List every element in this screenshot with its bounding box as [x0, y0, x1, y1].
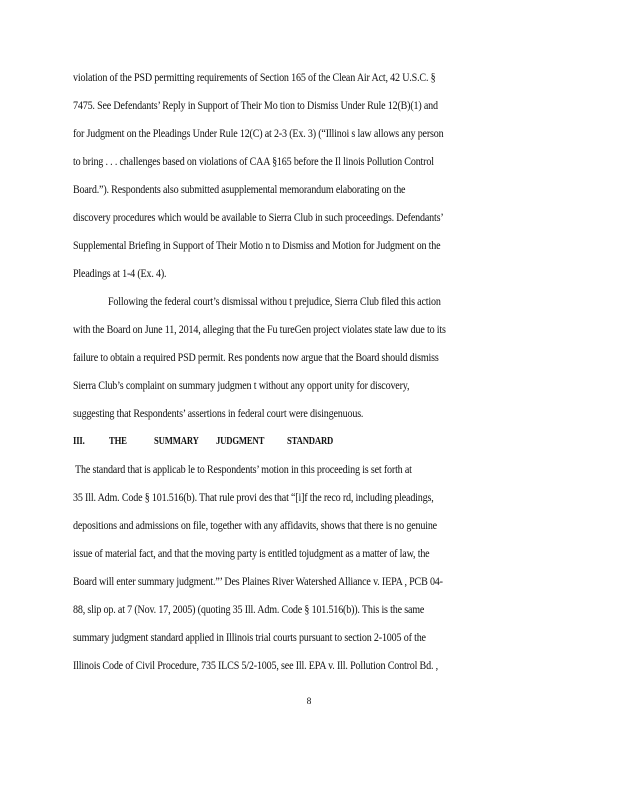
text-line: Board.”). Respondents also submitted asupplemental memorandum elaborating on the — [73, 184, 406, 196]
text-line: suggesting that Respondents’ assertions in federal court were disingenuous. — [73, 408, 364, 420]
heading-word: THE — [109, 436, 127, 447]
text-line: to bring . . . challenges based on violations of CAA §165 before the Il linois Pollution Control — [73, 156, 434, 168]
heading-word: JUDGMENT — [216, 436, 265, 447]
text-line: Pleadings at 1-4 (Ex. 4). — [73, 268, 167, 280]
text-line: issue of material fact, and that the moving party is entitled tojudgment as a matter of law, the — [73, 548, 430, 560]
text-line: 7475. See Defendants’ Reply in Support of Their Mo tion to Dismiss Under Rule 12(B)(1) and — [73, 100, 438, 112]
text-line: summary judgment standard applied in Illinois trial courts pursuant to section 2-1005 of the — [73, 632, 426, 644]
text-line: 35 Ill. Adm. Code § 101.516(b). That rule provi des that “[i]f the reco rd, including pleadings, — [73, 492, 434, 504]
text-line: Sierra Club’s complaint on summary judgmen t without any opport unity for discovery, — [73, 380, 410, 392]
section-number: III. — [73, 436, 85, 447]
text-line: violation of the PSD permitting requirements of Section 165 of the Clean Air Act, 42 U.S.C. § — [73, 72, 436, 84]
text-line: with the Board on June 11, 2014, alleging that the Fu tureGen project violates state law due to its — [73, 324, 446, 336]
text-line: failure to obtain a required PSD permit. Res pondents now argue that the Board should dismiss — [73, 352, 439, 364]
heading-word: STANDARD — [287, 436, 334, 447]
text-line: The standard that is applicab le to Respondents’ motion in this proceeding is set forth at — [75, 464, 412, 476]
page-number: 8 — [306, 697, 312, 707]
text-line: discovery procedures which would be available to Sierra Club in such proceedings. Defendants’ — [73, 212, 444, 224]
heading-word: SUMMARY — [154, 436, 199, 447]
text-line: Illinois Code of Civil Procedure, 735 ILCS 5/2-1005, see Ill. EPA v. Ill. Pollution Control Bd. , — [73, 660, 438, 672]
text-line: Board will enter summary judgment.”’ Des Plaines River Watershed Alliance v. IEPA , PCB 04- — [73, 576, 443, 588]
text-line: 88, slip op. at 7 (Nov. 17, 2005) (quoting 35 Ill. Adm. Code § 101.516(b)). This is the same — [73, 604, 425, 616]
text-line: Following the federal court’s dismissal withou t prejudice, Sierra Club filed this action — [108, 296, 441, 308]
text-line: for Judgment on the Pleadings Under Rule 12(C) at 2-3 (Ex. 3) (“Illinoi s law allows any person — [73, 128, 444, 140]
text-line: depositions and admissions on file, together with any affidavits, shows that there is no genuine — [73, 520, 437, 532]
text-line: Supplemental Briefing in Support of Their Motio n to Dismiss and Motion for Judgment on the — [73, 240, 441, 252]
